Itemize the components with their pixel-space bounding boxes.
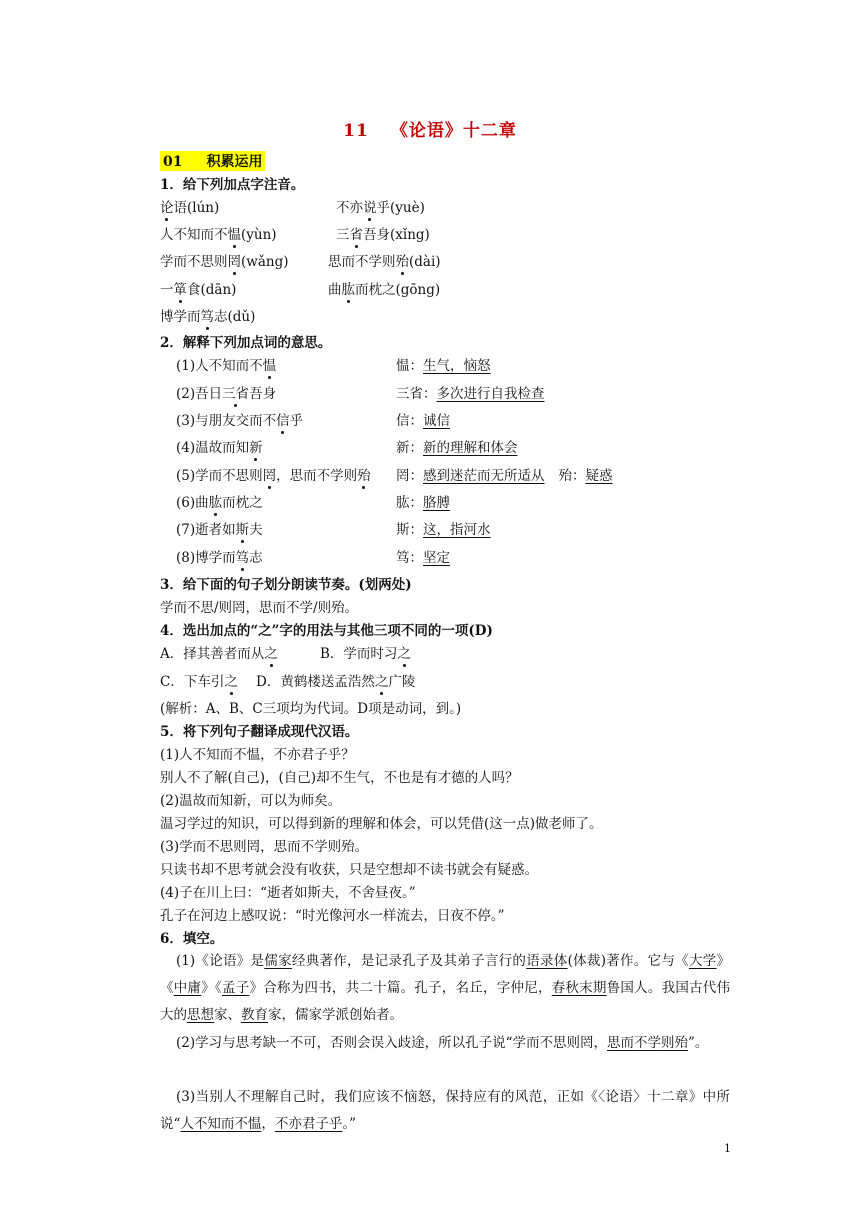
q1-heading: 1．给下列加点字注音。 [160,177,305,193]
q5-question: (1)人不知而不愠，不亦君子乎？ [160,747,355,763]
q4-option-a: A．择其善者而从之 [160,646,278,662]
q6-heading: 6．填空。 [160,931,224,947]
q6-paragraph-1: (1)《论语》是儒家经典著作，是记录孔子及其弟子言行的语录体(体裁)著作。它与《大学》《中庸》《孟子》合称为四书，共二十篇。孔子，名丘，字仲尼，春秋末期鲁国人。我国古代伟大的思想家、教育家，儒家学派创始者。 [160,953,731,1023]
q2-answer: 笃：坚定 [396,550,450,566]
q2-answer: 罔：感到迷茫而无所适从 殆：疑惑 [396,468,613,484]
q2-row: (6)曲肱而枕之 [176,495,263,511]
q5-answer: 别人不了解(自己)，(自己)却不生气，不也是有才德的人吗？ [160,770,519,786]
lesson-title [0,116,860,141]
section-heading [160,151,265,171]
q1-item: 一箪食(dān) [160,282,237,298]
q2-row: (1)人不知而不愠 [176,358,277,374]
q2-answer: 愠：生气，恼怒 [396,358,491,374]
lesson-number: 11 [343,121,369,141]
section-label: 积累运用 [206,154,263,170]
q2-row: (3)与朋友交而不信乎 [176,413,304,429]
q4-option-c: C．下车引之 [160,674,238,690]
q1-item: 博学而笃志(dǔ) [160,309,256,325]
q2-row: (4)温故而知新 [176,440,263,456]
q1-item: 论语(lún) [160,200,220,216]
q2-answer: 肱：胳膊 [396,495,450,511]
q5-question: (2)温故而知新，可以为师矣。 [160,793,342,809]
q6-paragraph-3: (3)当别人不理解自己时，我们应该不恼怒，保持应有的风范，正如《〈论语〉十二章》中所说“人不知而不愠，不亦君子乎。” [160,1089,730,1132]
q2-answer: 三省：多次进行自我检查 [396,386,545,402]
q2-answer: 新：新的理解和体会 [396,440,518,456]
q2-row: (5)学而不思则罔，思而不学则殆 [176,468,371,484]
q5-heading: 5．将下列句子翻译成现代汉语。 [160,724,359,740]
q1-item: 思而不学则殆(dài) [328,254,441,270]
q5-answer: 温习学过的知识，可以得到新的理解和体会，可以凭借(这一点)做老师了。 [160,816,603,832]
q5-question: (3)学而不思则罔，思而不学则殆。 [160,839,369,855]
q3-answer: 学而不思/则罔，思而不学/则殆。 [160,600,359,616]
q3-heading: 3．给下面的句子划分朗读节奏。(划两处) [160,577,412,593]
q5-answer: 孔子在河边上感叹说：“时光像河水一样流去，日夜不停。” [160,908,505,924]
q1-item: 学而不思则罔(wǎng) [160,254,289,270]
q4-note: (解析：A、B、C三项均为代词。D项是动词，到。) [160,701,462,717]
section-number: 01 [163,154,183,170]
q1-item: 人不知而不愠(yùn) [160,227,277,243]
q2-row: (7)逝者如斯夫 [176,522,263,538]
q2-heading: 2．解释下列加点词的意思。 [160,335,332,351]
q4-option-b: B．学而时习之 [320,646,411,662]
q2-row: (8)博学而笃志 [176,550,263,566]
q4-heading: 4．选出加点的“之”字的用法与其他三项不同的一项(D) [160,623,493,639]
q2-row: (2)吾日三省吾身 [176,386,277,402]
q5-answer: 只读书却不思考就会没有收获，只是空想却不读书就会有疑惑。 [160,862,538,878]
q2-answer: 信：诚信 [396,413,450,429]
q1-item: 不亦说乎(yuè) [336,200,425,216]
q5-question: (4)子在川上曰：“逝者如斯夫，不舍昼夜。” [160,885,416,901]
q1-item: 曲肱而枕之(gōng) [328,282,441,298]
lesson-title-text: 《论语》十二章 [390,121,517,141]
q6-paragraph-2: (2)学习与思考缺一不可，否则会误入歧途，所以孔子说“学而不思则罔，思而不学则殆”。 [176,1035,709,1051]
q4-option-d: D．黄鹤楼送孟浩然之广陵 [256,674,416,690]
q2-answer: 斯：这，指河水 [396,522,491,538]
page-number: 1 [724,1142,731,1155]
q1-item: 三省吾身(xǐng) [336,227,430,243]
